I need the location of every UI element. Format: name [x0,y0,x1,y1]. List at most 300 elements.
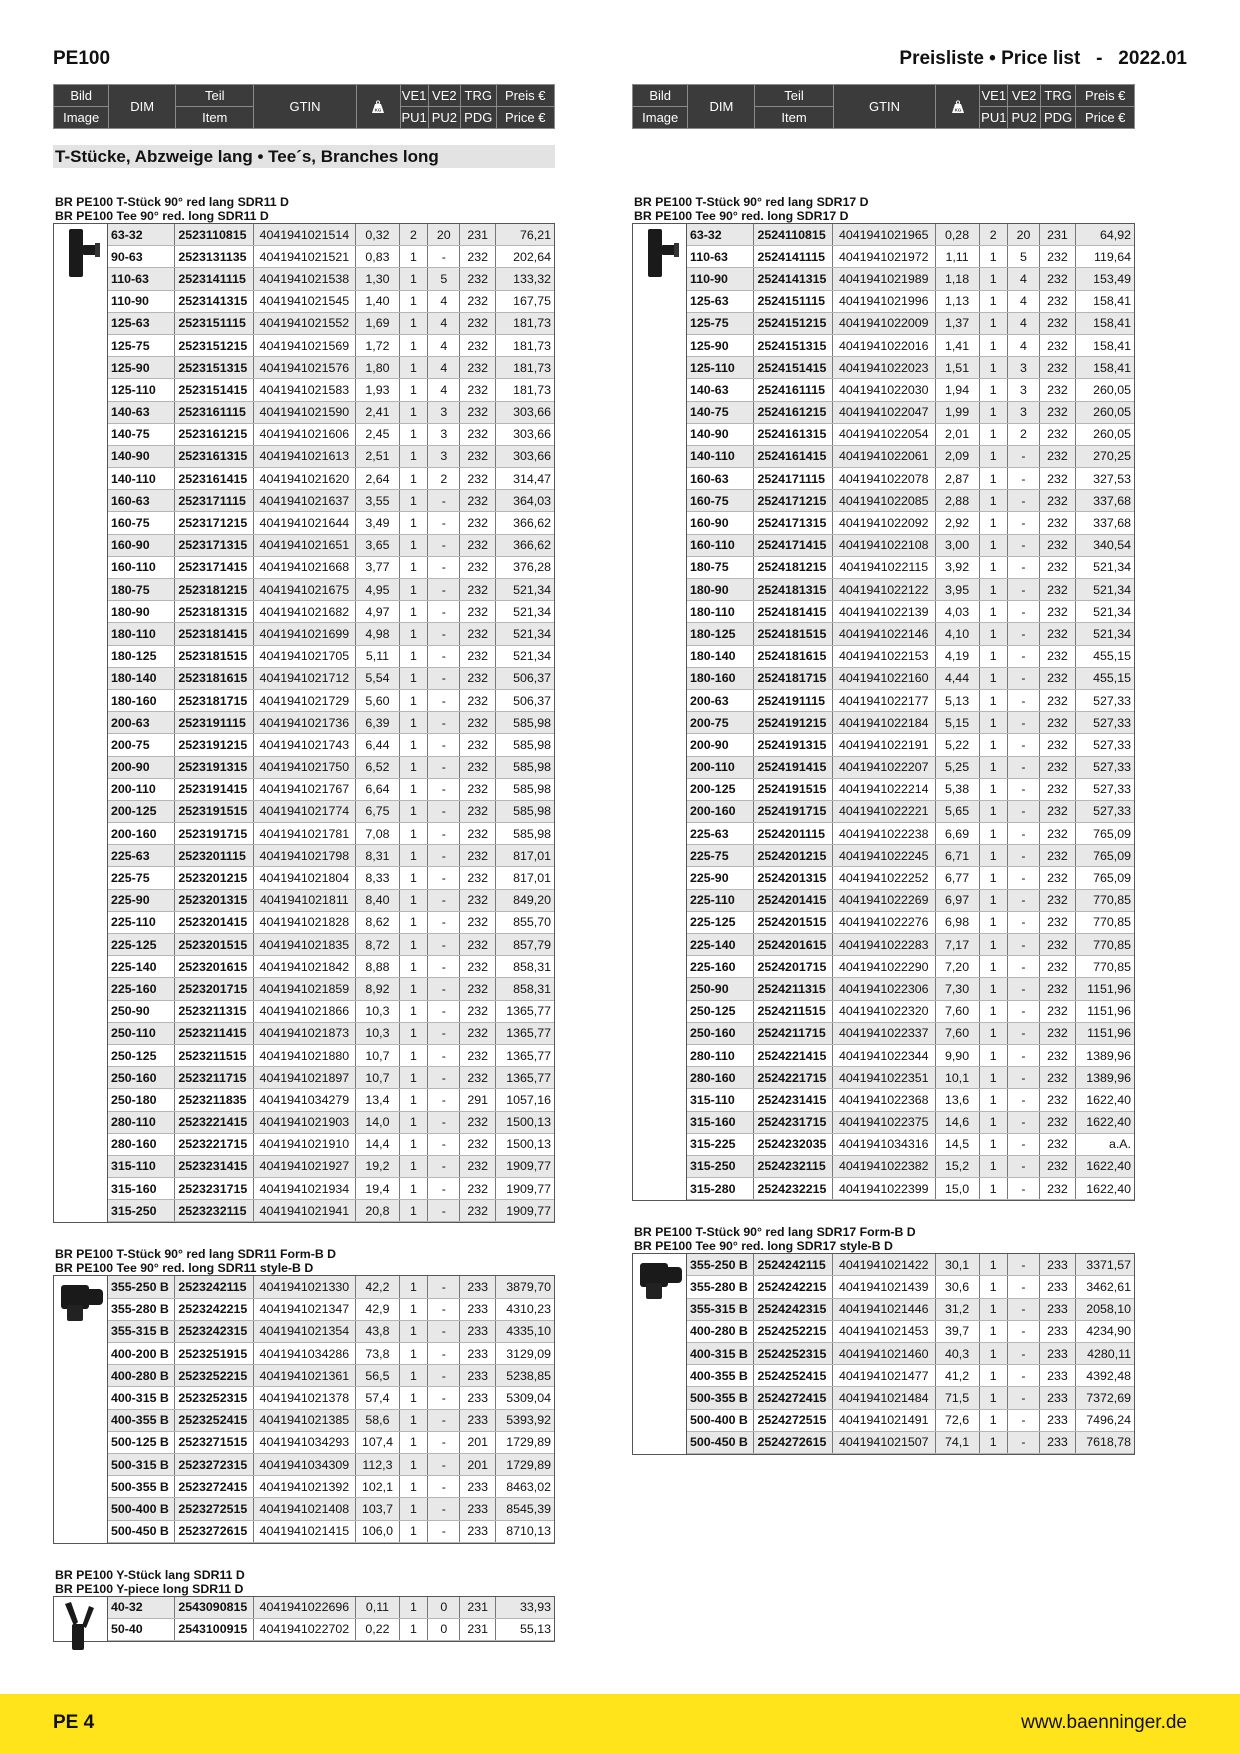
ve1-cell: 1 [979,1365,1007,1387]
dim-cell: 400-315 B [108,1387,175,1409]
ve1-cell: 1 [399,778,427,800]
table-row [687,712,1134,734]
trg-cell: 233 [460,1387,496,1409]
article-number-cell: 2524181215 [754,556,833,578]
weight-cell: 3,00 [935,534,979,556]
trg-cell: 233 [460,1520,496,1542]
price-cell: 765,09 [1075,867,1134,889]
table-row [108,1343,554,1365]
dim-cell: 125-90 [108,357,175,379]
table-row [108,334,554,356]
trg-cell: 291 [460,1089,496,1111]
weight-cell: 42,2 [356,1276,400,1298]
svg-text:KG: KG [954,107,962,113]
ve2-cell: - [428,1155,460,1177]
trg-cell: 232 [1040,468,1076,490]
ve2-cell: - [428,1520,460,1542]
price-cell: 1151,96 [1075,1022,1134,1044]
trg-cell: 232 [1040,290,1076,312]
price-cell: 1365,77 [495,1000,554,1022]
price-cell: 1151,96 [1075,1000,1134,1022]
ve1-cell: 1 [979,490,1007,512]
trg-cell: 232 [1040,445,1076,467]
weight-cell: 4,19 [935,645,979,667]
trg-cell: 232 [460,312,496,334]
price-cell: 1057,16 [495,1089,554,1111]
weight-cell: 5,15 [935,712,979,734]
price-cell: 527,33 [1075,734,1134,756]
dim-cell: 180-75 [687,556,754,578]
dim-cell: 180-125 [108,645,175,667]
gtin-cell: 4041941022344 [832,1044,935,1066]
weight-cell: 2,45 [356,423,400,445]
article-number-cell: 2523242315 [175,1320,253,1342]
gtin-cell: 4041941022085 [832,490,935,512]
trg-cell: 232 [460,1022,496,1044]
trg-cell: 231 [460,1597,496,1619]
table-row [687,911,1134,933]
ve2-cell: - [1007,712,1039,734]
trg-cell: 233 [460,1365,496,1387]
weight-cell: 1,93 [356,379,400,401]
ve2-cell: 4 [428,357,460,379]
dim-cell: 225-90 [687,867,754,889]
table-row [687,1022,1134,1044]
table-row [108,1067,554,1089]
table-row [687,1431,1134,1453]
trg-cell: 233 [1040,1409,1076,1431]
ve2-cell: 20 [1007,224,1039,246]
product-image [54,224,108,1222]
table-row [108,312,554,334]
table-row [687,512,1134,534]
table-row [687,423,1134,445]
gtin-cell: 4041941022221 [832,800,935,822]
weight-cell: 6,77 [935,867,979,889]
table-row [687,490,1134,512]
article-number-cell: 2524171115 [754,468,833,490]
dim-cell: 200-160 [108,823,175,845]
price-cell: 1389,96 [1075,1044,1134,1066]
article-number-cell: 2524252315 [754,1343,833,1365]
ve2-cell: 4 [1007,290,1039,312]
gtin-cell: 4041941021774 [253,800,355,822]
table-row [108,1476,554,1498]
trg-cell: 232 [1040,800,1076,822]
dim-cell: 225-110 [108,911,175,933]
gtin-cell: 4041941022702 [253,1618,355,1640]
article-number-cell: 2524272615 [754,1431,833,1453]
article-number-cell: 2523191115 [175,712,253,734]
price-cell: 340,54 [1075,534,1134,556]
section-title-de: BR PE100 T-Stück 90° red lang SDR17 D [634,195,869,209]
article-number-cell: 2523181615 [175,667,253,689]
table-row [108,712,554,734]
ve2-cell: - [1007,1320,1039,1342]
gtin-cell: 4041941021590 [253,401,355,423]
table-row [687,956,1134,978]
trg-cell: 232 [1040,756,1076,778]
trg-cell: 233 [1040,1298,1076,1320]
weight-cell: 40,3 [935,1343,979,1365]
ve1-cell: 1 [979,845,1007,867]
website-link[interactable]: www.baenninger.de [1021,1712,1187,1733]
table-row [108,468,554,490]
table-row [108,734,554,756]
weight-cell: 5,60 [356,689,400,711]
trg-cell: 232 [1040,334,1076,356]
ve2-cell: - [428,1067,460,1089]
trg-cell: 232 [460,379,496,401]
ve2-cell: - [1007,800,1039,822]
y-piece-icon [59,1600,99,1652]
gtin-cell: 4041941021941 [253,1200,355,1222]
dim-cell: 180-160 [687,667,754,689]
gtin-cell: 4041941021361 [253,1365,355,1387]
price-cell: 3371,57 [1075,1254,1134,1276]
gtin-cell: 4041941022276 [832,911,935,933]
trg-cell: 232 [460,468,496,490]
dim-cell: 225-125 [108,934,175,956]
price-cell: 202,64 [495,246,554,268]
ve1-cell: 1 [979,1111,1007,1133]
table-row [108,1431,554,1453]
tee-fitting-icon [59,227,103,279]
product-table [687,1254,1134,1454]
weight-cell: 73,8 [356,1343,400,1365]
table-row [108,1453,554,1475]
trg-cell: 233 [460,1476,496,1498]
gtin-cell: 4041941021347 [253,1298,355,1320]
ve1-cell: 1 [979,712,1007,734]
ve1-cell: 1 [979,512,1007,534]
gtin-cell: 4041941022009 [832,312,935,334]
article-number-cell: 2523191215 [175,734,253,756]
price-cell: 3879,70 [495,1276,554,1298]
dim-cell: 140-110 [108,468,175,490]
ve1-cell: 1 [399,1155,427,1177]
weight-cell: 6,69 [935,823,979,845]
table-row [687,468,1134,490]
header-teil: Teil [755,85,833,107]
price-cell: 4234,90 [1075,1320,1134,1342]
price-cell: 455,15 [1075,645,1134,667]
ve1-cell: 1 [399,1498,427,1520]
article-number-cell: 2524201715 [754,956,833,978]
gtin-cell: 4041941021439 [832,1276,935,1298]
table-row [108,556,554,578]
price-cell: 158,41 [1075,290,1134,312]
weight-cell: 1,94 [935,379,979,401]
dim-cell: 225-75 [108,867,175,889]
ve2-cell: 4 [1007,334,1039,356]
trg-cell: 232 [460,978,496,1000]
weight-cell: 6,97 [935,889,979,911]
price-cell: 506,37 [495,689,554,711]
header-ve1: VE1 [980,85,1008,107]
article-number-cell: 2523252415 [175,1409,253,1431]
header-pdg: PDG [1040,107,1076,129]
article-number-cell: 2524232035 [754,1133,833,1155]
dim-cell: 500-400 B [687,1409,754,1431]
ve2-cell: - [1007,1365,1039,1387]
price-cell: 1500,13 [495,1111,554,1133]
gtin-cell: 4041941021972 [832,246,935,268]
price-cell: 1389,96 [1075,1067,1134,1089]
trg-cell: 201 [460,1453,496,1475]
article-number-cell: 2524231415 [754,1089,833,1111]
ve1-cell: 1 [399,468,427,490]
article-number-cell: 2523171315 [175,534,253,556]
weight-cell: 8,72 [356,934,400,956]
weight-cell: 15,2 [935,1155,979,1177]
gtin-cell: 4041941034309 [253,1453,355,1475]
gtin-cell: 4041941021484 [832,1387,935,1409]
dim-cell: 500-315 B [108,1453,175,1475]
table-row [108,1111,554,1133]
ve1-cell: 1 [399,823,427,845]
article-number-cell: 2523272515 [175,1498,253,1520]
price-cell: 4335,10 [495,1320,554,1342]
dim-cell: 160-110 [108,556,175,578]
price-cell: 7618,78 [1075,1431,1134,1453]
ve2-cell: 3 [428,401,460,423]
ve1-cell: 1 [399,1178,427,1200]
price-cell: 527,33 [1075,800,1134,822]
article-number-cell: 2523181515 [175,645,253,667]
weight-cell: 2,87 [935,468,979,490]
price-cell: 521,34 [1075,579,1134,601]
weight-cell: 56,5 [356,1365,400,1387]
svg-text:KG: KG [374,107,382,113]
ve1-cell: 1 [399,934,427,956]
price-cell: 8710,13 [495,1520,554,1542]
dim-cell: 125-110 [108,379,175,401]
dim-cell: 140-110 [687,445,754,467]
ve2-cell: 5 [1007,246,1039,268]
ve1-cell: 1 [399,1387,427,1409]
article-number-cell: 2523181315 [175,601,253,623]
price-cell: 2058,10 [1075,1298,1134,1320]
weight-cell: 42,9 [356,1298,400,1320]
trg-cell: 232 [1040,1178,1076,1200]
tee-fitting-icon [638,1257,686,1305]
ve1-cell: 1 [399,246,427,268]
ve2-cell: - [1007,623,1039,645]
gtin-cell: 4041941021330 [253,1276,355,1298]
table-row [687,1089,1134,1111]
price-cell: 158,41 [1075,312,1134,334]
weight-cell: 13,4 [356,1089,400,1111]
ve1-cell: 1 [399,490,427,512]
ve1-cell: 1 [979,1276,1007,1298]
article-number-cell: 2524232115 [754,1155,833,1177]
table-row [687,867,1134,889]
price-cell: 1622,40 [1075,1089,1134,1111]
weight-cell: 19,2 [356,1155,400,1177]
article-number-cell: 2523191715 [175,823,253,845]
price-cell: 527,33 [1075,778,1134,800]
gtin-cell: 4041941022139 [832,601,935,623]
dim-cell: 355-315 B [108,1320,175,1342]
article-number-cell: 2524110815 [754,224,833,246]
table-row [687,689,1134,711]
weight-cell: 14,4 [356,1133,400,1155]
ve2-cell: - [1007,1089,1039,1111]
gtin-cell: 4041941021613 [253,445,355,467]
table-row [108,1387,554,1409]
price-cell: 55,13 [495,1618,554,1640]
weight-cell: 4,98 [356,623,400,645]
ve2-cell: - [1007,579,1039,601]
ve1-cell: 1 [399,1298,427,1320]
ve1-cell: 1 [399,1431,427,1453]
price-cell: 858,31 [495,978,554,1000]
gtin-cell: 4041941021507 [832,1431,935,1453]
weight-cell: 102,1 [356,1476,400,1498]
trg-cell: 232 [1040,956,1076,978]
ve1-cell: 1 [399,734,427,756]
weight-cell: 3,55 [356,490,400,512]
ve2-cell: - [1007,845,1039,867]
article-number-cell: 2523221715 [175,1133,253,1155]
ve1-cell: 1 [399,1618,427,1640]
ve1-cell: 1 [979,468,1007,490]
dim-cell: 250-90 [687,978,754,1000]
gtin-cell: 4041941021880 [253,1044,355,1066]
ve2-cell: 20 [428,224,460,246]
price-cell: 303,66 [495,423,554,445]
gtin-cell: 4041941022375 [832,1111,935,1133]
price-cell: 1909,77 [495,1200,554,1222]
ve2-cell: 3 [1007,379,1039,401]
article-number-cell: 2524252215 [754,1320,833,1342]
weight-cell: 4,97 [356,601,400,623]
page-title: PE100 [53,48,111,69]
gtin-cell: 4041941021873 [253,1022,355,1044]
article-number-cell: 2524272515 [754,1409,833,1431]
article-number-cell: 2523272315 [175,1453,253,1475]
dim-cell: 250-110 [108,1022,175,1044]
trg-cell: 232 [1040,1089,1076,1111]
article-number-cell: 2524191515 [754,778,833,800]
ve1-cell: 1 [399,445,427,467]
gtin-cell: 4041941021835 [253,934,355,956]
ve1-cell: 1 [979,1298,1007,1320]
ve1-cell: 1 [399,800,427,822]
section-title-de: BR PE100 T-Stück 90° red lang SDR11 Form-B D [55,1247,336,1262]
trg-cell: 232 [460,1200,496,1222]
dim-cell: 200-125 [687,778,754,800]
trg-cell: 232 [460,556,496,578]
price-cell: 817,01 [495,867,554,889]
gtin-cell: 4041941022207 [832,756,935,778]
ve2-cell: - [1007,601,1039,623]
dim-cell: 250-180 [108,1089,175,1111]
gtin-cell: 4041941021842 [253,956,355,978]
ve2-cell: - [428,1000,460,1022]
dim-cell: 250-160 [108,1067,175,1089]
ve2-cell: - [428,1387,460,1409]
table-row [108,645,554,667]
header-item: Item [176,107,254,129]
weight-cell: 31,2 [935,1298,979,1320]
ve2-cell: - [428,1431,460,1453]
gtin-cell: 4041941021552 [253,312,355,334]
article-number-cell: 2523211835 [175,1089,253,1111]
price-cell: 5238,85 [495,1365,554,1387]
dim-cell: 50-40 [108,1618,175,1640]
trg-cell: 232 [460,934,496,956]
weight-cell: 10,3 [356,1022,400,1044]
product-image [633,224,687,1200]
article-number-cell: 2523271515 [175,1431,253,1453]
weight-cell: 2,92 [935,512,979,534]
weight-cell: 8,62 [356,911,400,933]
price-cell: 585,98 [495,734,554,756]
dim-cell: 200-90 [687,734,754,756]
dim-cell: 160-90 [687,512,754,534]
dim-cell: 225-160 [108,978,175,1000]
ve1-cell: 1 [979,867,1007,889]
gtin-cell: 4041941022245 [832,845,935,867]
ve2-cell: - [428,490,460,512]
weight-cell: 14,5 [935,1133,979,1155]
ve1-cell: 2 [399,224,427,246]
dim-cell: 355-250 B [687,1254,754,1276]
gtin-cell: 4041941034293 [253,1431,355,1453]
ve1-cell: 1 [979,290,1007,312]
table-row [687,379,1134,401]
ve1-cell: 1 [979,956,1007,978]
ve2-cell: 4 [428,334,460,356]
table-row [108,401,554,423]
table-row [687,1155,1134,1177]
trg-cell: 233 [1040,1254,1076,1276]
ve1-cell: 1 [399,1111,427,1133]
article-number-cell: 2524221415 [754,1044,833,1066]
weight-cell: 5,11 [356,645,400,667]
article-number-cell: 2524242315 [754,1298,833,1320]
weight-cell: 0,11 [356,1597,400,1619]
ve2-cell: - [428,1089,460,1111]
trg-cell: 232 [1040,689,1076,711]
ve1-cell: 1 [399,1365,427,1387]
ve1-cell: 1 [399,1133,427,1155]
table-row [687,1387,1134,1409]
ve1-cell: 1 [979,601,1007,623]
weight-cell: 8,40 [356,889,400,911]
trg-cell: 232 [1040,712,1076,734]
table-row [108,224,554,246]
gtin-cell: 4041941021392 [253,1476,355,1498]
ve2-cell: - [428,534,460,556]
ve1-cell: 1 [979,800,1007,822]
weight-cell: 71,5 [935,1387,979,1409]
gtin-cell: 4041941021682 [253,601,355,623]
weight-cell: 2,88 [935,490,979,512]
header-dim: DIM [109,85,176,129]
price-cell: 521,34 [495,645,554,667]
product-section [53,1247,555,1543]
table-row [687,357,1134,379]
dim-cell: 315-110 [687,1089,754,1111]
table-row [687,645,1134,667]
weight-cell: 43,8 [356,1320,400,1342]
ve1-cell: 1 [399,956,427,978]
gtin-cell: 4041941022153 [832,645,935,667]
ve1-cell: 1 [979,823,1007,845]
